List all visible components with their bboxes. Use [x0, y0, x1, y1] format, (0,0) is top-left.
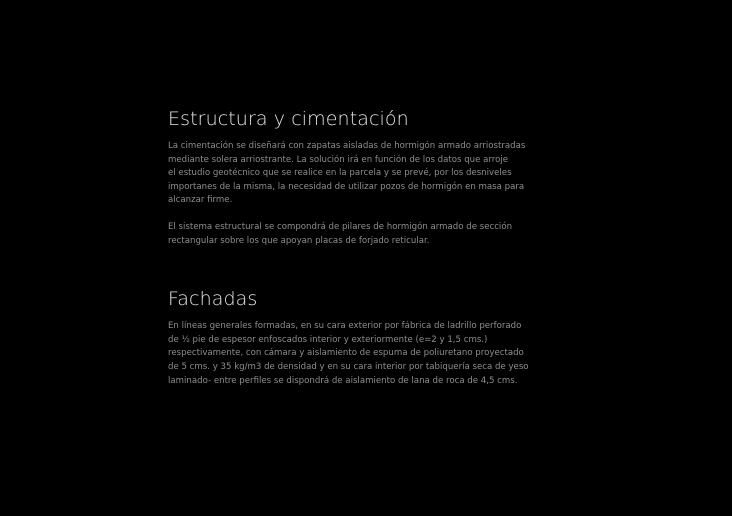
section-title: Fachadas — [168, 288, 258, 311]
paragraph: El sistema estructural se compondrá de pilares de hormigón armado de sección rectangular sobre los que apoyan placas de forjado reticular. — [168, 221, 513, 246]
content-column — [168, 106, 568, 401]
section-title: Estructura y cimentación — [168, 108, 409, 130]
paragraph: En líneas generales formadas, en su cara exterior por fábrica de ladrillo perforado de ½ pie de espesor enfoscados interior y exteriormente (e=2 y 1,5 cms.) respectivamente, con cámara y aislamiento de espuma de poliuretano proyectado de 5 cms. y 35 kg/m3 de densidad y en su cara interior por tabiquería seca de yeso laminado- entre perfiles se dispondrá de aislamiento de lana de roca de 4,5 cms. — [168, 321, 529, 386]
section-fachadas — [168, 286, 568, 388]
section-estructura — [168, 106, 568, 248]
paragraph: La cimentación se diseñará con zapatas aisladas de hormigón armado arriostradas mediante solera arriostrante. La solución irá en función de los datos que arroje el estudio geotécnico que se realice en la parcela y se prevé, por los desniveles importanes de la misma, la necesidad de utilizar pozos de hormigón en masa para alcanzar firme. — [168, 141, 526, 206]
